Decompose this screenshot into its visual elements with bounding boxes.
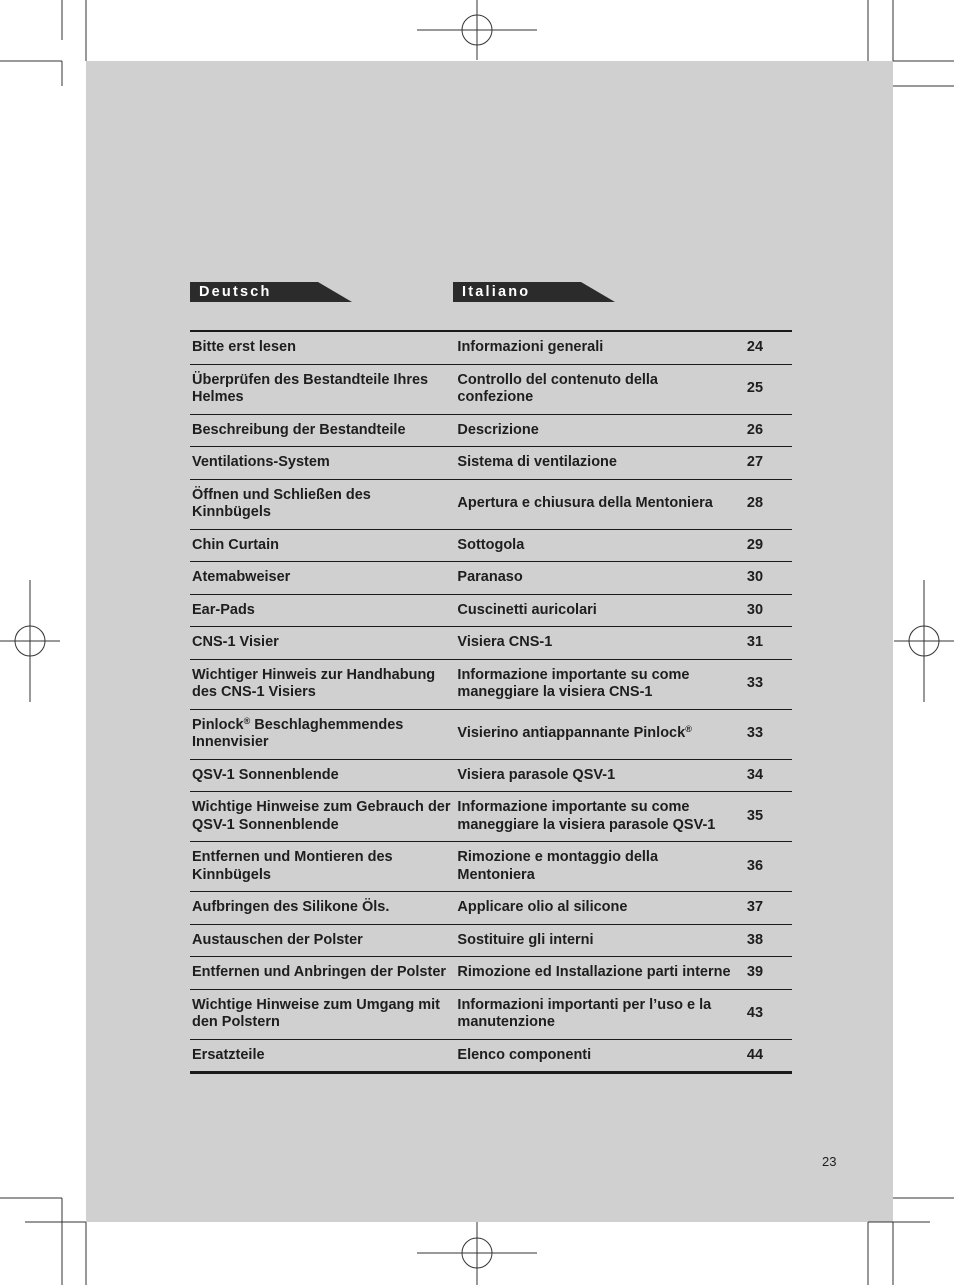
- toc-page-number: 28: [739, 479, 792, 529]
- toc-page-number: 30: [739, 562, 792, 595]
- toc-entry-german: [190, 709, 455, 759]
- language-label-italian: Italiano: [462, 284, 531, 300]
- toc-row: [190, 842, 792, 892]
- toc-entry-italian: Sostituire gli interni: [455, 924, 738, 957]
- toc-page-number: 37: [739, 892, 792, 925]
- toc-page-number: 26: [739, 414, 792, 447]
- toc-entry-german: Ear-Pads: [190, 594, 455, 627]
- toc-entry-italian: Sottogola: [455, 529, 738, 562]
- toc-row: [190, 364, 792, 414]
- toc-page-number: 44: [746, 1046, 764, 1063]
- language-tab-german: [190, 282, 352, 302]
- toc-page-number: 31: [739, 627, 792, 660]
- toc-entry-german: Atemabweiser: [190, 562, 455, 595]
- pinlock-description: Beschlaghemmendes Innenvisier: [192, 716, 404, 750]
- toc-row: [190, 331, 792, 364]
- toc-row: [190, 659, 792, 709]
- toc-entry-italian: Controllo del contenuto della confezione: [455, 364, 738, 414]
- toc-row: [190, 957, 792, 990]
- toc-entry-german: Ersatzteile: [192, 1046, 265, 1063]
- toc-entry-italian: Applicare olio al silicone: [455, 892, 738, 925]
- toc-page-number: 35: [739, 792, 792, 842]
- toc-entry-italian: Descrizione: [455, 414, 738, 447]
- toc-page-number: 38: [739, 924, 792, 957]
- toc-entry-german: Entfernen und Anbringen der Polster: [190, 957, 455, 990]
- toc-page-number: 27: [739, 447, 792, 480]
- toc-page-number: 30: [739, 594, 792, 627]
- toc-entry-italian: Informazione importante su come maneggiare la visiera parasole QSV-1: [455, 792, 738, 842]
- toc-row: [190, 892, 792, 925]
- registered-mark: ®: [685, 724, 692, 735]
- toc-entry-german: Ventilations-System: [190, 447, 455, 480]
- toc-entry-italian: Elenco componenti: [457, 1046, 592, 1063]
- toc-entry-german: CNS-1 Visier: [190, 627, 455, 660]
- toc-row: [190, 792, 792, 842]
- language-tab-italian: [453, 282, 615, 302]
- toc-row: [190, 989, 792, 1039]
- toc-entry-italian: Informazioni generali: [455, 331, 738, 364]
- toc-entry-german: QSV-1 Sonnenblende: [190, 759, 455, 792]
- toc-row: [190, 479, 792, 529]
- toc-page-number: 29: [739, 529, 792, 562]
- toc-entry-italian: Visiera CNS-1: [455, 627, 738, 660]
- toc-row: [190, 1039, 792, 1073]
- toc-entry-italian: Apertura e chiusura della Mentoniera: [455, 479, 738, 529]
- toc-row: [190, 759, 792, 792]
- toc-row: [190, 594, 792, 627]
- toc-row: [190, 414, 792, 447]
- toc-entry-italian: [455, 709, 738, 759]
- toc-row: [190, 447, 792, 480]
- toc-row: [190, 924, 792, 957]
- toc-entry-italian: Cuscinetti auricolari: [455, 594, 738, 627]
- toc-entry-german: Überprüfen des Bestandteile Ihres Helmes: [190, 364, 455, 414]
- toc-page-number: 25: [739, 364, 792, 414]
- toc-entry-german: Aufbringen des Silikone Öls.: [190, 892, 455, 925]
- toc-page-number: 33: [739, 659, 792, 709]
- toc-entry-italian: Informazioni importanti per l’uso e la manutenzione: [455, 989, 738, 1039]
- toc-entry-german: Beschreibung der Bestandteile: [190, 414, 455, 447]
- toc-row: [190, 627, 792, 660]
- page-number: 23: [822, 1154, 837, 1169]
- toc-page-number: 24: [739, 331, 792, 364]
- toc-entry-italian: Informazione importante su come maneggiare la visiera CNS-1: [455, 659, 738, 709]
- registered-mark: ®: [243, 715, 251, 726]
- toc-entry-german: Austauschen der Polster: [190, 924, 455, 957]
- toc-entry-italian: Sistema di ventilazione: [455, 447, 738, 480]
- table-of-contents: [190, 330, 792, 1074]
- toc-row: [190, 562, 792, 595]
- toc-page-number: 39: [739, 957, 792, 990]
- toc-entry-german: Wichtige Hinweise zum Umgang mit den Polstern: [190, 989, 455, 1039]
- toc-row: [190, 709, 792, 759]
- toc-entry-german: Wichtiger Hinweis zur Handhabung des CNS-1 Visiers: [190, 659, 455, 709]
- toc-page-number: 43: [739, 989, 792, 1039]
- language-label-german: Deutsch: [199, 284, 272, 300]
- toc-entry-italian: Rimozione e montaggio della Mentoniera: [455, 842, 738, 892]
- toc-page-number: 33: [739, 709, 792, 759]
- pinlock-label: Visierino antiappannante Pinlock: [457, 725, 686, 742]
- toc-entry-italian: Visiera parasole QSV-1: [455, 759, 738, 792]
- toc-entry-german: Bitte erst lesen: [190, 331, 455, 364]
- toc-entry-german: Entfernen und Montieren des Kinnbügels: [190, 842, 455, 892]
- toc-entry-german: Chin Curtain: [190, 529, 455, 562]
- toc-page-number: 34: [739, 759, 792, 792]
- toc-page-number: 36: [739, 842, 792, 892]
- pinlock-label: Pinlock: [192, 716, 244, 733]
- toc-entry-german: Öffnen und Schließen des Kinnbügels: [190, 479, 455, 529]
- toc-row: [190, 529, 792, 562]
- toc-entry-italian: Paranaso: [455, 562, 738, 595]
- toc-entry-german: Wichtige Hinweise zum Gebrauch der QSV-1 Sonnenblende: [190, 792, 455, 842]
- toc-entry-italian: Rimozione ed Installazione parti interne: [455, 957, 738, 990]
